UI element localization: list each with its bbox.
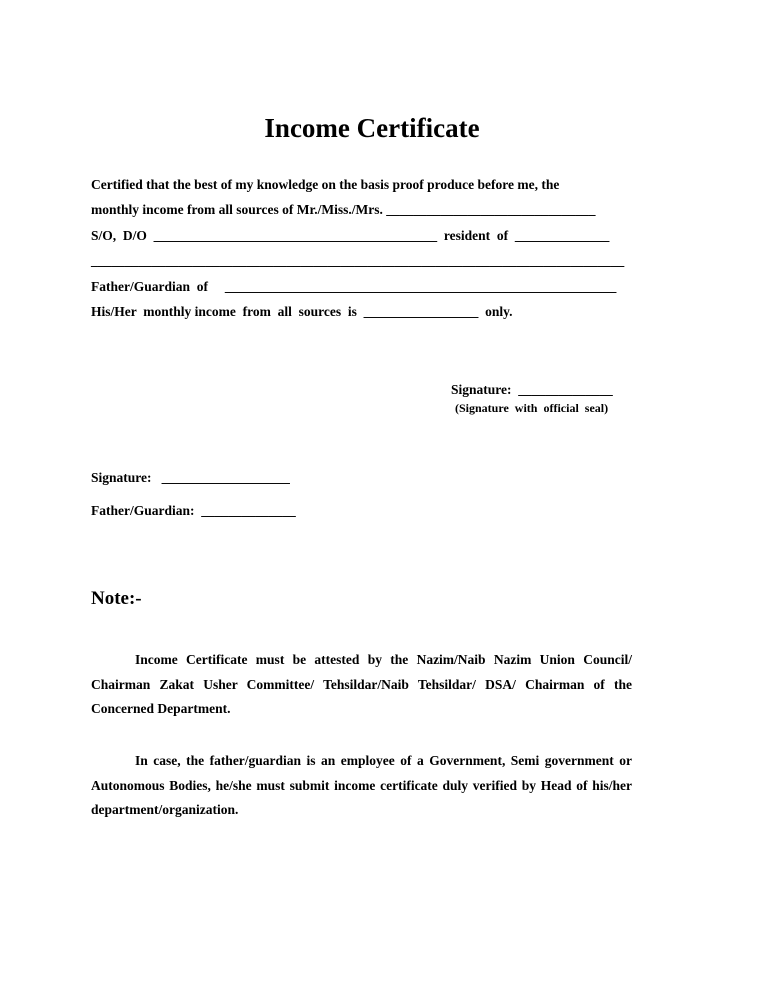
note-paragraph-government-employee: In case, the father/guardian is an employee of a Government, Semi government or Autonomous Bodies, he/she must submit income certificate duly verified by Head of his/her department/organization.: [91, 753, 632, 817]
father-guardian-signature-line: Father/Guardian: ______________: [91, 503, 296, 518]
officer-signature-line: Signature: ______________: [451, 382, 613, 397]
certified-line-1: Certified that the best of my knowledge on the basis proof produce before me, the: [91, 177, 560, 192]
address-blank-line: _______________________________________________________________________________: [91, 253, 625, 268]
father-guardian-line: Father/Guardian of __________________________________________________________: [91, 279, 617, 294]
document-title: Income Certificate: [264, 113, 480, 143]
son-daughter-of-line: S/O, D/O __________________________________________ resident of ______________: [91, 228, 610, 243]
certified-line-2: monthly income from all sources of Mr./Miss./Mrs. _______________________________: [91, 202, 596, 217]
note-heading: Note:-: [91, 588, 142, 609]
monthly-income-line: His/Her monthly income from all sources is _________________ only.: [91, 304, 513, 319]
official-seal-note: (Signature with official seal): [455, 401, 609, 415]
note-paragraph-attestation: Income Certificate must be attested by the Nazim/Naib Nazim Union Council/ Chairman Zakat Usher Committee/ Tehsildar/Naib Tehsildar/ DSA/ Chairman of the Concerned Department.: [91, 652, 632, 716]
guardian-signature-line: Signature: ___________________: [91, 470, 290, 485]
